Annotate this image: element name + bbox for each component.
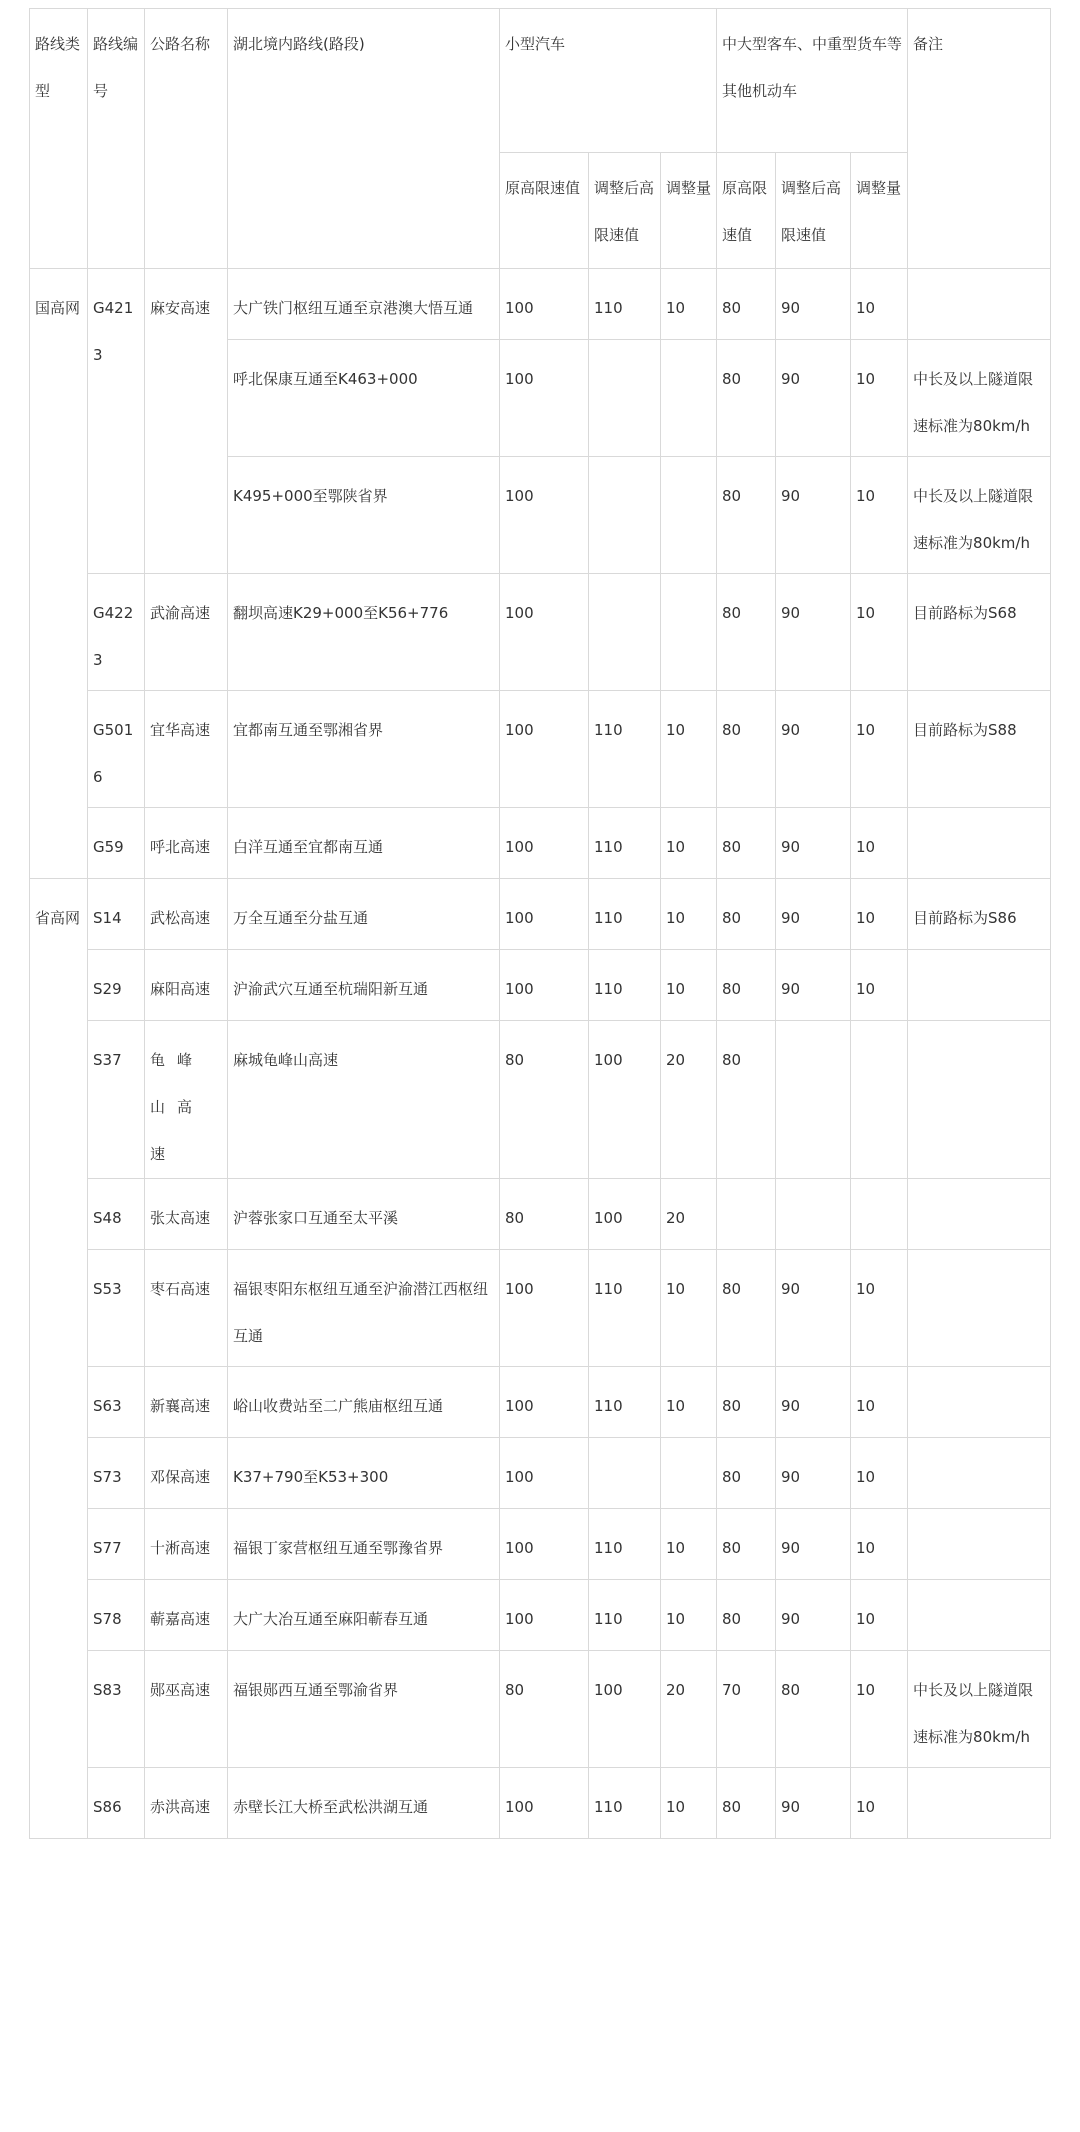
- remark-cell: [908, 1179, 1051, 1250]
- small-delta-cell: 20: [661, 1179, 717, 1250]
- large-delta-cell: 10: [851, 1438, 908, 1509]
- road-name-cell: 麻安高速: [145, 269, 228, 574]
- small-adj-cell: [589, 1438, 661, 1509]
- large-orig-cell: 80: [717, 340, 776, 457]
- large-adj-cell: 80: [776, 1651, 851, 1768]
- large-orig-cell: 80: [717, 1768, 776, 1839]
- small-orig-cell: 100: [500, 1580, 589, 1651]
- table-row: [30, 1651, 1051, 1768]
- large-orig-cell: 80: [717, 1021, 776, 1179]
- small-orig-cell: 100: [500, 808, 589, 879]
- table-row: [30, 1509, 1051, 1580]
- small-orig-cell: 100: [500, 1768, 589, 1839]
- remark-cell: [908, 950, 1051, 1021]
- remark-cell: [908, 1021, 1051, 1179]
- remark-cell: [908, 1580, 1051, 1651]
- small-orig-cell: 100: [500, 879, 589, 950]
- small-delta-cell: 10: [661, 1768, 717, 1839]
- small-delta-cell: [661, 1438, 717, 1509]
- remark-cell: 中长及以上隧道限速标准为80km/h: [908, 1651, 1051, 1768]
- section-cell: 福银丁家营枢纽互通至鄂豫省界: [228, 1509, 500, 1580]
- small-adj-cell: 100: [589, 1021, 661, 1179]
- road-name-cell: 新襄高速: [145, 1367, 228, 1438]
- large-adj-cell: 90: [776, 1438, 851, 1509]
- remark-cell: 目前路标为S86: [908, 879, 1051, 950]
- small-orig-cell: 100: [500, 574, 589, 691]
- header-large-orig-speed: 原高限速值: [717, 153, 776, 269]
- header-road-name: 公路名称: [145, 9, 228, 269]
- section-cell: 福银枣阳东枢纽互通至沪渝潜江西枢纽互通: [228, 1250, 500, 1367]
- large-delta-cell: 10: [851, 1367, 908, 1438]
- large-adj-cell: 90: [776, 1509, 851, 1580]
- small-delta-cell: 10: [661, 808, 717, 879]
- small-delta-cell: 10: [661, 950, 717, 1021]
- road-name-cell: 蕲嘉高速: [145, 1580, 228, 1651]
- table-row: [30, 1438, 1051, 1509]
- small-orig-cell: 100: [500, 1367, 589, 1438]
- large-delta-cell: 10: [851, 808, 908, 879]
- small-delta-cell: [661, 457, 717, 574]
- small-orig-cell: 100: [500, 950, 589, 1021]
- large-adj-cell: [776, 1179, 851, 1250]
- large-adj-cell: [776, 1021, 851, 1179]
- large-adj-cell: 90: [776, 808, 851, 879]
- large-adj-cell: 90: [776, 457, 851, 574]
- section-cell: 沪蓉张家口互通至太平溪: [228, 1179, 500, 1250]
- section-cell: 白洋互通至宜都南互通: [228, 808, 500, 879]
- large-orig-cell: 80: [717, 691, 776, 808]
- route-code-cell: S77: [88, 1509, 145, 1580]
- header-large-vehicle: 中大型客车、中重型货车等其他机动车: [717, 9, 908, 153]
- large-adj-cell: 90: [776, 574, 851, 691]
- road-name-cell: 赤洪高速: [145, 1768, 228, 1839]
- small-delta-cell: [661, 340, 717, 457]
- remark-cell: [908, 1768, 1051, 1839]
- header-small-orig-speed: 原高限速值: [500, 153, 589, 269]
- road-name-cell: 龟峰山高速: [145, 1021, 228, 1179]
- road-name-cell: 枣石高速: [145, 1250, 228, 1367]
- large-adj-cell: 90: [776, 1580, 851, 1651]
- route-code-cell: G4213: [88, 269, 145, 574]
- small-orig-cell: 80: [500, 1651, 589, 1768]
- small-orig-cell: 100: [500, 457, 589, 574]
- route-code-cell: S37: [88, 1021, 145, 1179]
- large-delta-cell: 10: [851, 1580, 908, 1651]
- header-route-no: 路线编号: [88, 9, 145, 269]
- remark-cell: [908, 1438, 1051, 1509]
- small-adj-cell: 110: [589, 808, 661, 879]
- section-cell: 大广铁门枢纽互通至京港澳大悟互通: [228, 269, 500, 340]
- large-delta-cell: 10: [851, 340, 908, 457]
- remark-cell: [908, 1367, 1051, 1438]
- small-adj-cell: 100: [589, 1651, 661, 1768]
- section-cell: 峪山收费站至二广熊庙枢纽互通: [228, 1367, 500, 1438]
- small-delta-cell: 20: [661, 1651, 717, 1768]
- small-adj-cell: [589, 340, 661, 457]
- remark-cell: 目前路标为S68: [908, 574, 1051, 691]
- section-cell: 大广大冶互通至麻阳蕲春互通: [228, 1580, 500, 1651]
- table-row: [30, 691, 1051, 808]
- section-cell: K495+000至鄂陕省界: [228, 457, 500, 574]
- route-code-cell: S63: [88, 1367, 145, 1438]
- route-code-cell: S83: [88, 1651, 145, 1768]
- large-adj-cell: 90: [776, 691, 851, 808]
- header-remark: 备注: [908, 9, 1051, 269]
- table-row: [30, 1179, 1051, 1250]
- small-orig-cell: 100: [500, 1438, 589, 1509]
- section-cell: K37+790至K53+300: [228, 1438, 500, 1509]
- large-adj-cell: 90: [776, 879, 851, 950]
- table-row: [30, 1021, 1051, 1179]
- road-name-cell: 张太高速: [145, 1179, 228, 1250]
- remark-cell: [908, 269, 1051, 340]
- route-code-cell: G59: [88, 808, 145, 879]
- large-orig-cell: 80: [717, 1509, 776, 1580]
- road-name-cell: 麻阳高速: [145, 950, 228, 1021]
- section-cell: 呼北保康互通至K463+000: [228, 340, 500, 457]
- large-orig-cell: 80: [717, 269, 776, 340]
- small-adj-cell: 100: [589, 1179, 661, 1250]
- large-orig-cell: 80: [717, 1438, 776, 1509]
- route-code-cell: G5016: [88, 691, 145, 808]
- large-adj-cell: 90: [776, 950, 851, 1021]
- section-cell: 沪渝武穴互通至杭瑞阳新互通: [228, 950, 500, 1021]
- road-name-cell: 邓保高速: [145, 1438, 228, 1509]
- small-delta-cell: 10: [661, 879, 717, 950]
- small-adj-cell: 110: [589, 1367, 661, 1438]
- section-cell: 赤壁长江大桥至武松洪湖互通: [228, 1768, 500, 1839]
- route-code-cell: S48: [88, 1179, 145, 1250]
- large-adj-cell: 90: [776, 1367, 851, 1438]
- large-orig-cell: 80: [717, 1580, 776, 1651]
- small-orig-cell: 100: [500, 691, 589, 808]
- small-adj-cell: [589, 457, 661, 574]
- large-orig-cell: 80: [717, 574, 776, 691]
- small-orig-cell: 100: [500, 269, 589, 340]
- header-small-adj-speed: 调整后高限速值: [589, 153, 661, 269]
- remark-cell: [908, 1250, 1051, 1367]
- large-delta-cell: 10: [851, 1768, 908, 1839]
- small-delta-cell: 10: [661, 1250, 717, 1367]
- small-orig-cell: 80: [500, 1179, 589, 1250]
- large-delta-cell: 10: [851, 269, 908, 340]
- header-small-adj-amount: 调整量: [661, 153, 717, 269]
- table-row: [30, 1367, 1051, 1438]
- large-delta-cell: 10: [851, 574, 908, 691]
- header-large-adj-speed: 调整后高限速值: [776, 153, 851, 269]
- route-type-cell: 国高网: [30, 269, 88, 879]
- remark-cell: [908, 1509, 1051, 1580]
- speed-limit-table: [29, 8, 1051, 1839]
- table-row: [30, 808, 1051, 879]
- header-route-type: 路线类型: [30, 9, 88, 269]
- large-orig-cell: 80: [717, 808, 776, 879]
- route-type-cell: 省高网: [30, 879, 88, 1839]
- small-adj-cell: 110: [589, 1768, 661, 1839]
- remark-cell: 目前路标为S88: [908, 691, 1051, 808]
- large-adj-cell: 90: [776, 340, 851, 457]
- large-adj-cell: 90: [776, 1250, 851, 1367]
- section-cell: 福银郧西互通至鄂渝省界: [228, 1651, 500, 1768]
- small-adj-cell: 110: [589, 1580, 661, 1651]
- small-orig-cell: 100: [500, 1509, 589, 1580]
- table-row: [30, 950, 1051, 1021]
- table-row: [30, 879, 1051, 950]
- small-adj-cell: 110: [589, 879, 661, 950]
- large-delta-cell: 10: [851, 950, 908, 1021]
- route-code-cell: S29: [88, 950, 145, 1021]
- large-orig-cell: 70: [717, 1651, 776, 1768]
- section-cell: 翻坝高速K29+000至K56+776: [228, 574, 500, 691]
- large-orig-cell: 80: [717, 950, 776, 1021]
- remark-cell: 中长及以上隧道限速标准为80km/h: [908, 340, 1051, 457]
- small-adj-cell: 110: [589, 269, 661, 340]
- small-orig-cell: 100: [500, 340, 589, 457]
- road-name-cell: 宜华高速: [145, 691, 228, 808]
- remark-cell: [908, 808, 1051, 879]
- large-delta-cell: 10: [851, 1250, 908, 1367]
- header-small-car: 小型汽车: [500, 9, 717, 153]
- small-adj-cell: 110: [589, 1509, 661, 1580]
- small-delta-cell: [661, 574, 717, 691]
- small-orig-cell: 100: [500, 1250, 589, 1367]
- route-code-cell: S78: [88, 1580, 145, 1651]
- road-name-cell: 武渝高速: [145, 574, 228, 691]
- road-name-cell: 呼北高速: [145, 808, 228, 879]
- large-orig-cell: 80: [717, 1367, 776, 1438]
- small-adj-cell: 110: [589, 691, 661, 808]
- large-delta-cell: [851, 1021, 908, 1179]
- header-large-adj-amount: 调整量: [851, 153, 908, 269]
- header-section: 湖北境内路线(路段): [228, 9, 500, 269]
- route-code-cell: S73: [88, 1438, 145, 1509]
- large-orig-cell: 80: [717, 457, 776, 574]
- small-delta-cell: 20: [661, 1021, 717, 1179]
- small-delta-cell: 10: [661, 691, 717, 808]
- table-row: [30, 1250, 1051, 1367]
- route-code-cell: G4223: [88, 574, 145, 691]
- large-orig-cell: 80: [717, 1250, 776, 1367]
- small-delta-cell: 10: [661, 1580, 717, 1651]
- road-name-cell: 十淅高速: [145, 1509, 228, 1580]
- small-adj-cell: [589, 574, 661, 691]
- section-cell: 麻城龟峰山高速: [228, 1021, 500, 1179]
- large-delta-cell: 10: [851, 1651, 908, 1768]
- large-delta-cell: 10: [851, 879, 908, 950]
- remark-cell: 中长及以上隧道限速标准为80km/h: [908, 457, 1051, 574]
- small-adj-cell: 110: [589, 1250, 661, 1367]
- large-delta-cell: 10: [851, 1509, 908, 1580]
- small-delta-cell: 10: [661, 269, 717, 340]
- header-row-main: [30, 9, 1051, 153]
- table-row: [30, 1768, 1051, 1839]
- small-delta-cell: 10: [661, 1509, 717, 1580]
- road-name-cell: 郧巫高速: [145, 1651, 228, 1768]
- route-code-cell: S53: [88, 1250, 145, 1367]
- road-name-cell: 武松高速: [145, 879, 228, 950]
- large-orig-cell: 80: [717, 879, 776, 950]
- route-code-cell: S86: [88, 1768, 145, 1839]
- large-adj-cell: 90: [776, 269, 851, 340]
- small-adj-cell: 110: [589, 950, 661, 1021]
- large-adj-cell: 90: [776, 1768, 851, 1839]
- section-cell: 万全互通至分盐互通: [228, 879, 500, 950]
- table-row: [30, 1580, 1051, 1651]
- large-delta-cell: [851, 1179, 908, 1250]
- route-code-cell: S14: [88, 879, 145, 950]
- large-delta-cell: 10: [851, 691, 908, 808]
- section-cell: 宜都南互通至鄂湘省界: [228, 691, 500, 808]
- small-delta-cell: 10: [661, 1367, 717, 1438]
- small-orig-cell: 80: [500, 1021, 589, 1179]
- table-row: [30, 269, 1051, 340]
- large-orig-cell: [717, 1179, 776, 1250]
- large-delta-cell: 10: [851, 457, 908, 574]
- table-row: [30, 574, 1051, 691]
